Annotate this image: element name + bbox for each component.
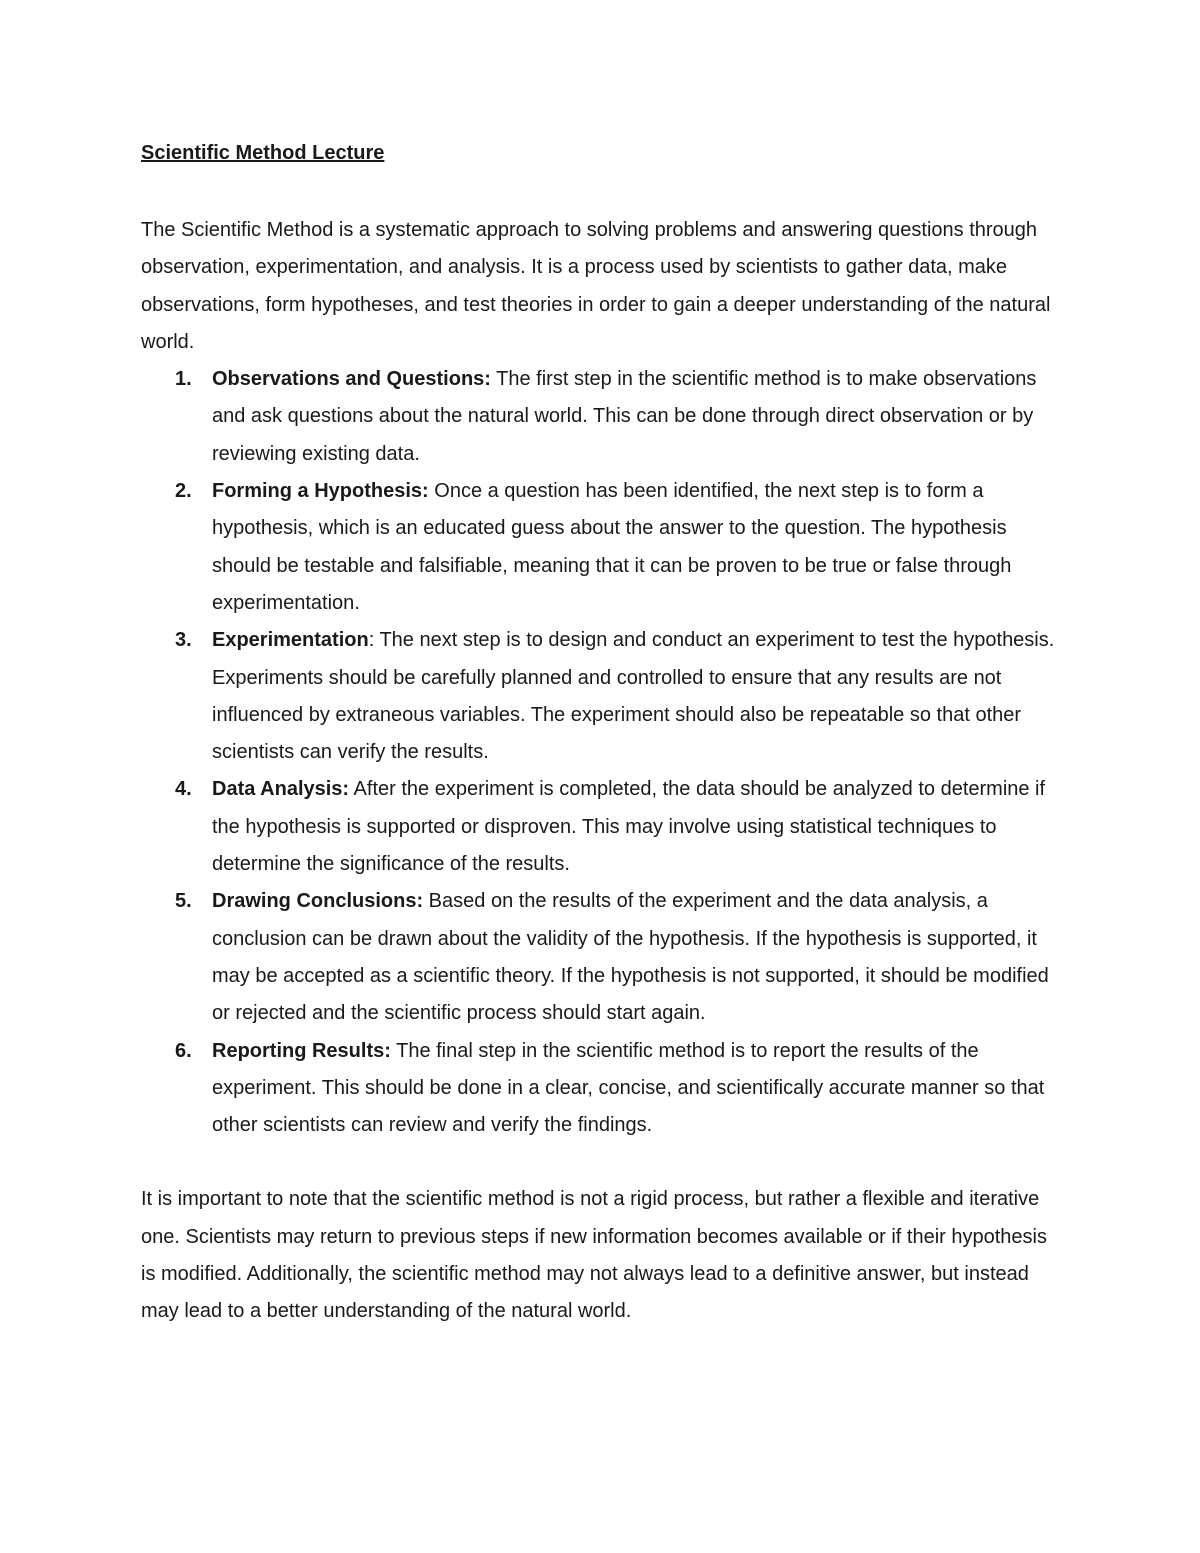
list-item	[141, 771, 1061, 883]
step-term: Drawing Conclusions:	[212, 890, 424, 913]
document-title: Scientific Method Lecture	[141, 142, 385, 164]
step-text: : The next step is to design and conduct an experiment to test the hypothesis. Experiments should be carefully planned and controlled to ensure that any results are not influenced by extraneous variables. The experiment should also be repeatable so that other scientists can verify the results.	[212, 629, 1055, 764]
step-text: The first step in the scientific method is to make observations and ask questions about the natural world. This can be done through direct observation or by reviewing existing data.	[212, 368, 1037, 465]
step-number: 1.	[175, 368, 192, 391]
step-number: 6.	[175, 1039, 192, 1062]
list-item	[141, 622, 1061, 771]
step-text: The final step in the scientific method is to report the results of the experiment. This should be done in a clear, concise, and scientifically accurate manner so that other scientists can review and verify the findings.	[212, 1039, 1045, 1137]
list-item	[141, 473, 1061, 622]
list-item	[141, 883, 1061, 1032]
step-text: Based on the results of the experiment and the data analysis, a conclusion can be drawn about the validity of the hypothesis. If the hypothesis is supported, it may be accepted as a scientific theory. If the hypothesis is not supported, it should be modified or rejected and the scientific process should start again.	[212, 890, 1049, 1025]
step-term: Forming a Hypothesis:	[212, 480, 429, 503]
step-term: Observations and Questions:	[212, 368, 491, 391]
closing-paragraph: It is important to note that the scientific method is not a rigid process, but rather a flexible and iterative one. Scientists may return to previous steps if new information becomes available or if their hypothesis is modified. Additionally, the scientific method may not always lead to a definitive answer, but instead may lead to a better understanding of the natural world.	[141, 1188, 1047, 1323]
intro-paragraph: The Scientific Method is a systematic approach to solving problems and answering questions through observation, experimentation, and analysis. It is a process used by scientists to gather data, make observations, form hypotheses, and test theories in order to gain a deeper understanding of the natural world.	[141, 219, 1051, 353]
list-item	[141, 361, 1061, 473]
step-text: After the experiment is completed, the data should be analyzed to determine if the hypothesis is supported or disproven. This may involve using statistical techniques to determine the significance of the results.	[212, 778, 1046, 876]
document-page	[141, 137, 1061, 1331]
step-number: 5.	[175, 890, 192, 913]
list-item	[141, 1033, 1061, 1145]
step-number: 2.	[175, 480, 192, 503]
step-term: Reporting Results:	[212, 1039, 391, 1062]
step-term: Data Analysis:	[212, 778, 350, 801]
steps-list	[141, 361, 1061, 1144]
step-number: 3.	[175, 629, 192, 652]
step-term: Experimentation	[212, 629, 369, 652]
step-number: 4.	[175, 778, 192, 801]
step-text: Once a question has been identified, the next step is to form a hypothesis, which is an educated guess about the answer to the question. The hypothesis should be testable and falsifiable, meaning that it can be proven to be true or false through experimentation.	[212, 480, 1012, 614]
